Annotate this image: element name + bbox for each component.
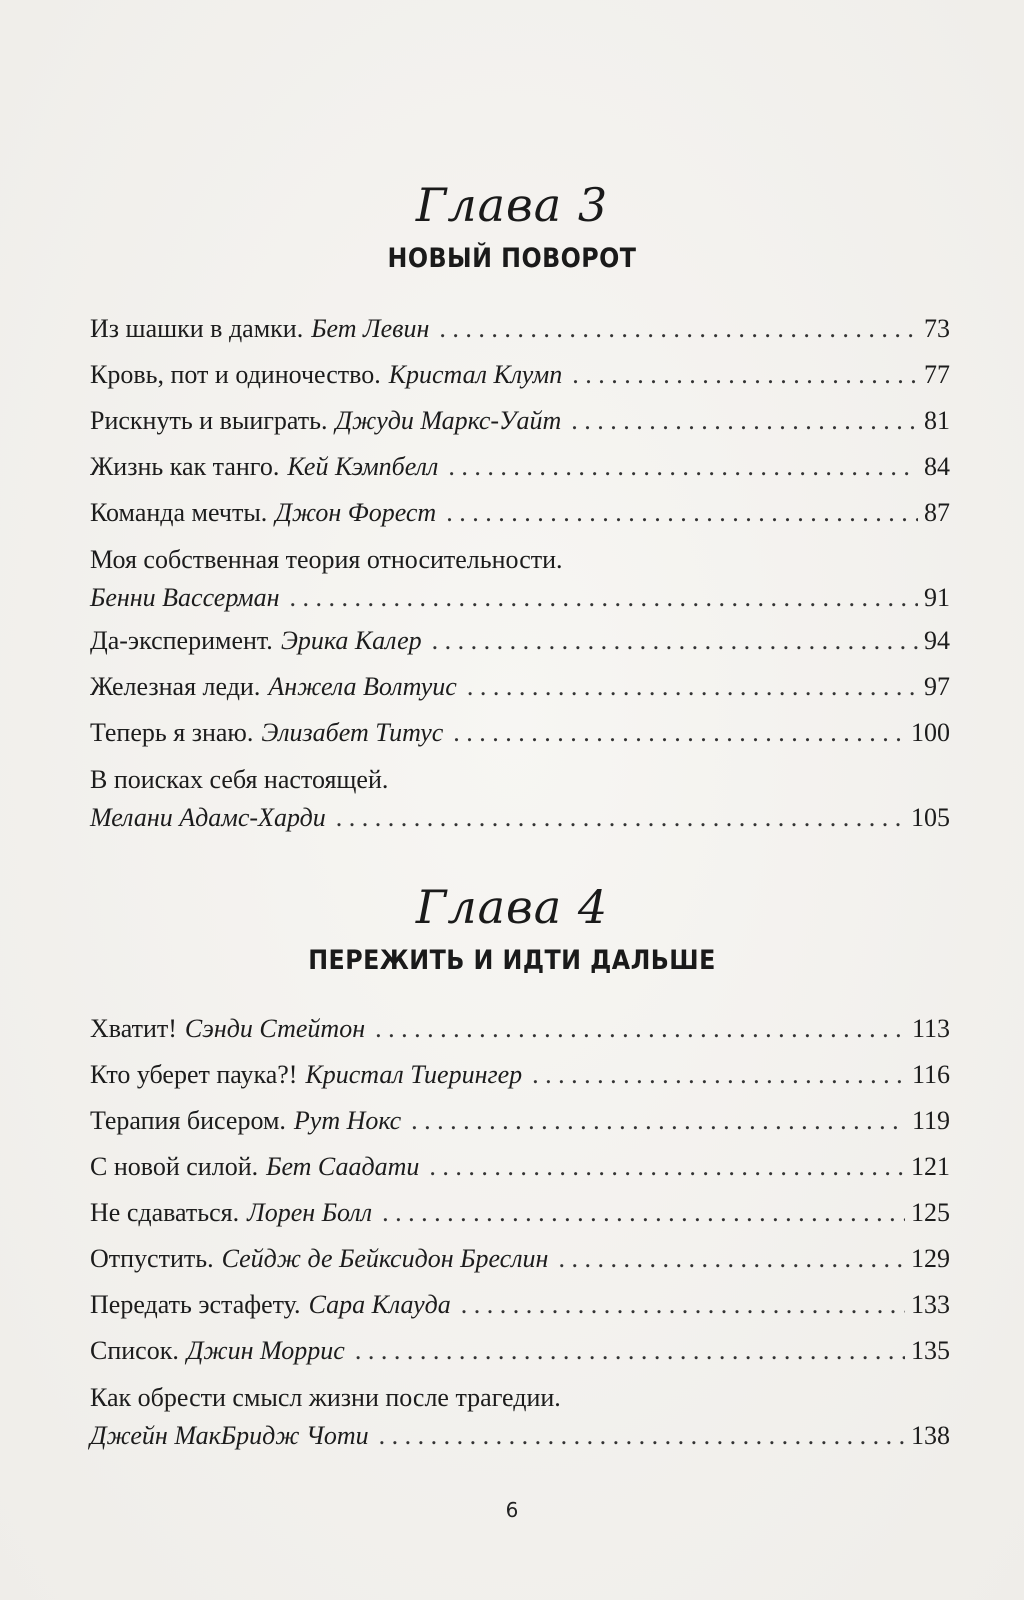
entry-author: Бет Левин xyxy=(311,314,430,343)
entry-title: В поисках себя настоящей. xyxy=(90,765,389,794)
entry-author: Сейдж де Бейксидон Бреслин xyxy=(221,1244,549,1273)
entry-author: Эрика Калер xyxy=(280,626,422,655)
entry-page-number: 87 xyxy=(924,498,950,527)
entry-title: Передать эстафету. xyxy=(90,1290,301,1319)
chapter-title: Глава 3 xyxy=(415,178,609,232)
entry-page-number: 125 xyxy=(911,1198,950,1227)
entry-title: Хватит! xyxy=(90,1014,177,1043)
page-number: 6 xyxy=(505,1498,519,1522)
toc-entry xyxy=(90,1006,950,1052)
entry-author: Кристал Клумп xyxy=(388,360,563,389)
entry-author: Элизабет Титус xyxy=(261,718,444,747)
toc-entry xyxy=(90,1098,950,1144)
entry-author: Бет Саадати xyxy=(266,1152,420,1181)
dot-leader xyxy=(461,1282,905,1328)
dot-leader xyxy=(448,444,918,490)
chapter-3-heading xyxy=(0,178,1024,276)
toc-entry xyxy=(90,618,950,664)
entry-page-number: 133 xyxy=(911,1290,950,1319)
toc-entry xyxy=(90,664,950,710)
chapter-title: Глава 4 xyxy=(415,880,609,934)
dot-leader xyxy=(379,1416,905,1456)
entry-author: Бенни Вассерман xyxy=(90,583,280,612)
entry-title: Как обрести смысл жизни после трагедии. xyxy=(90,1383,561,1412)
toc-entry xyxy=(90,1374,950,1456)
entry-title: Кровь, пот и одиночество. xyxy=(90,360,381,389)
toc-entry xyxy=(90,1328,950,1374)
dot-leader xyxy=(411,1098,906,1144)
entry-page-number: 84 xyxy=(924,452,950,481)
entry-page-number: 81 xyxy=(924,406,950,435)
dot-leader xyxy=(572,352,918,398)
entry-title: Жизнь как танго. xyxy=(90,452,280,481)
entry-title: Рискнуть и выиграть. xyxy=(90,406,328,435)
chapter-subtitle: НОВЫЙ ПОВОРОТ xyxy=(387,243,637,274)
entry-page-number: 119 xyxy=(911,1106,950,1135)
entry-title: Отпустить. xyxy=(90,1244,214,1273)
dot-leader xyxy=(571,398,918,444)
entry-title: Команда мечты. xyxy=(90,498,268,527)
entry-page-number: 129 xyxy=(911,1244,950,1273)
toc-entry xyxy=(90,352,950,398)
dot-leader xyxy=(429,1144,905,1190)
entry-author: Анжела Волтуис xyxy=(268,672,457,701)
entry-author: Джуди Маркс-Уайт xyxy=(335,406,562,435)
dot-leader xyxy=(446,490,918,536)
dot-leader xyxy=(467,664,918,710)
entry-title: Моя собственная теория относительности. xyxy=(90,545,563,574)
chapter-4-heading xyxy=(0,880,1024,978)
dot-leader xyxy=(336,798,905,838)
dot-leader xyxy=(290,578,918,618)
toc-entry xyxy=(90,756,950,838)
entry-page-number: 100 xyxy=(911,718,950,747)
entry-page-number: 116 xyxy=(911,1060,950,1089)
entry-page-number: 77 xyxy=(924,360,950,389)
entry-author: Джон Форест xyxy=(275,498,437,527)
entry-page-number: 97 xyxy=(924,672,950,701)
toc-entry xyxy=(90,1144,950,1190)
entry-page-number: 105 xyxy=(911,803,950,832)
entry-title: Железная леди. xyxy=(90,672,261,701)
toc-entry xyxy=(90,1052,950,1098)
toc-entry xyxy=(90,398,950,444)
toc-entry xyxy=(90,536,950,618)
entry-title: Терапия бисером. xyxy=(90,1106,286,1135)
toc-entry xyxy=(90,1236,950,1282)
toc-entry xyxy=(90,490,950,536)
entry-title: Теперь я знаю. xyxy=(90,718,254,747)
entry-author: Сара Клауда xyxy=(308,1290,451,1319)
dot-leader xyxy=(432,618,918,664)
entry-author: Мелани Адамс-Харди xyxy=(90,803,326,832)
chapter-3-toc xyxy=(90,306,950,838)
dot-leader xyxy=(355,1328,905,1374)
dot-leader xyxy=(558,1236,905,1282)
dot-leader xyxy=(453,710,905,756)
toc-entry xyxy=(90,444,950,490)
entry-page-number: 121 xyxy=(911,1152,950,1181)
entry-title: Не сдаваться. xyxy=(90,1198,240,1227)
entry-title: Кто уберет паука?! xyxy=(90,1060,298,1089)
entry-page-number: 94 xyxy=(924,626,950,655)
toc-entry xyxy=(90,306,950,352)
entry-page-number: 113 xyxy=(911,1014,950,1043)
dot-leader xyxy=(439,306,918,352)
entry-page-number: 138 xyxy=(911,1421,950,1450)
entry-author: Джин Моррис xyxy=(186,1336,345,1365)
dot-leader xyxy=(532,1052,906,1098)
entry-page-number: 73 xyxy=(924,314,950,343)
entry-page-number: 91 xyxy=(924,583,950,612)
entry-author: Джейн МакБридж Чоти xyxy=(90,1421,369,1450)
entry-title: Список. xyxy=(90,1336,179,1365)
toc-entry xyxy=(90,1282,950,1328)
dot-leader xyxy=(382,1190,905,1236)
dot-leader xyxy=(375,1006,906,1052)
entry-title: Из шашки в дамки. xyxy=(90,314,304,343)
entry-author: Кристал Тиерингер xyxy=(305,1060,523,1089)
chapter-4-toc xyxy=(90,1006,950,1456)
entry-title: С новой силой. xyxy=(90,1152,259,1181)
toc-entry xyxy=(90,1190,950,1236)
entry-title: Да-эксперимент. xyxy=(90,626,273,655)
entry-author: Лорен Болл xyxy=(247,1198,373,1227)
toc-entry xyxy=(90,710,950,756)
entry-page-number: 135 xyxy=(911,1336,950,1365)
entry-author: Кей Кэмпбелл xyxy=(287,452,439,481)
chapter-subtitle: ПЕРЕЖИТЬ И ИДТИ ДАЛЬШЕ xyxy=(308,945,716,976)
entry-author: Рут Нокс xyxy=(293,1106,402,1135)
entry-author: Сэнди Стейтон xyxy=(184,1014,366,1043)
